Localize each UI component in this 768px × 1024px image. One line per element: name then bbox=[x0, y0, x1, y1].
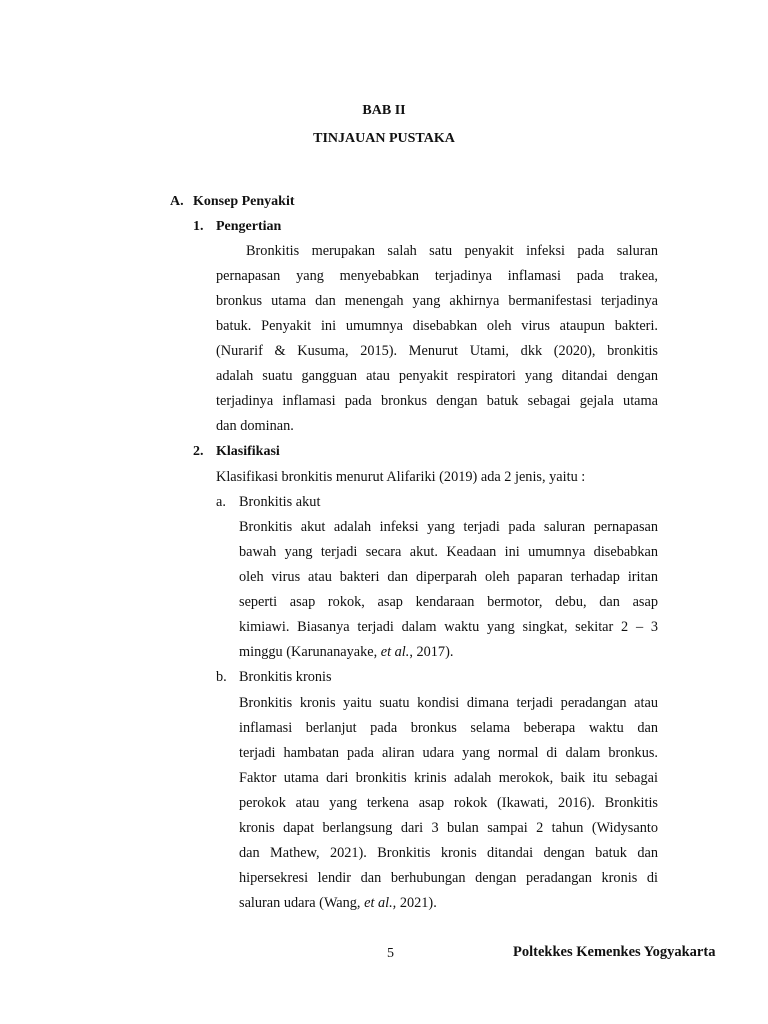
citation-text: saluran udara (Wang, bbox=[239, 895, 365, 911]
page-number: 5 bbox=[387, 946, 394, 961]
citation-et-al: et al. bbox=[380, 644, 410, 660]
citation-year: 2021). bbox=[396, 895, 437, 911]
paragraph-line: Bronkitis merupakan salah satu penyakit infeksi pada saluran bbox=[246, 243, 658, 259]
paragraph-line: pernapasan yang menyebabkan terjadinya inflamasi pada trakea, bbox=[216, 268, 658, 284]
footer-institution: Poltekkes Kemenkes Yogyakarta bbox=[513, 944, 716, 960]
paragraph-line: (Nurarif & Kusuma, 2015). Menurut Utami, dkk (2020), bronkitis bbox=[216, 343, 658, 359]
sub1-title: Pengertian bbox=[216, 219, 282, 234]
paragraph-line: Bronkitis akut adalah infeksi yang terjadi pada saluran pernapasan bbox=[239, 519, 658, 535]
paragraph-line bbox=[239, 642, 453, 662]
paragraph-line: Faktor utama dari bronkitis krinis adalah merokok, baik itu sebagai bbox=[239, 770, 658, 786]
paragraph-line bbox=[239, 893, 437, 913]
citation-et-al: et al., bbox=[364, 895, 397, 911]
paragraph-line: adalah suatu gangguan atau penyakit respiratori yang ditandai dengan bbox=[216, 368, 658, 384]
paragraph-line: terjadi hambatan pada aliran udara yang normal di dalam bronkus. bbox=[239, 745, 658, 761]
sub1-marker: 1. bbox=[193, 219, 204, 234]
paragraph-line: bronkus utama dan menengah yang akhirnya bermanifestasi terjadinya bbox=[216, 293, 658, 309]
sub2-intro: Klasifikasi bronkitis menurut Alifariki (2019) ada 2 jenis, yaitu : bbox=[216, 469, 586, 485]
paragraph-line: terjadinya inflamasi pada bronkus dengan batuk sebagai gejala utama bbox=[216, 393, 658, 409]
item-b-marker: b. bbox=[216, 669, 227, 685]
item-a-marker: a. bbox=[216, 494, 226, 510]
paragraph-line: hipersekresi lendir dan berhubungan dengan peradangan kronis di bbox=[239, 870, 658, 886]
chapter-label: BAB II bbox=[362, 103, 406, 118]
chapter-title: TINJAUAN PUSTAKA bbox=[313, 131, 455, 146]
paragraph-line: seperti asap rokok, asap kendaraan bermotor, debu, dan asap bbox=[239, 594, 658, 610]
paragraph-line: dan Mathew, 2021). Bronkitis kronis ditandai dengan batuk dan bbox=[239, 845, 658, 861]
paragraph-line: perokok atau yang terkena asap rokok (Ikawati, 2016). Bronkitis bbox=[239, 795, 658, 811]
citation-year: , 2017). bbox=[409, 644, 454, 660]
section-a-title: Konsep Penyakit bbox=[193, 194, 295, 209]
paragraph-line: batuk. Penyakit ini umumnya disebabkan oleh virus ataupun bakteri. bbox=[216, 318, 658, 334]
sub2-marker: 2. bbox=[193, 444, 204, 459]
paragraph-line: dan dominan. bbox=[216, 418, 294, 434]
item-a-title: Bronkitis akut bbox=[239, 494, 321, 510]
paragraph-line: bawah yang terjadi secara akut. Keadaan ini umumnya disebabkan bbox=[239, 544, 658, 560]
sub2-title: Klasifikasi bbox=[216, 444, 280, 459]
paragraph-line: kronis dapat berlangsung dari 3 bulan sampai 2 tahun (Widysanto bbox=[239, 820, 658, 836]
citation-text: minggu (Karunanayake, bbox=[239, 644, 381, 660]
paragraph-line: kimiawi. Biasanya terjadi dalam waktu yang singkat, sekitar 2 – 3 bbox=[239, 619, 658, 635]
paragraph-line: inflamasi berlanjut pada bronkus selama beberapa waktu dan bbox=[239, 720, 658, 736]
paragraph-line: oleh virus atau bakteri dan diperparah oleh paparan terhadap iritan bbox=[239, 569, 658, 585]
paragraph-line: Bronkitis kronis yaitu suatu kondisi dimana terjadi peradangan atau bbox=[239, 695, 658, 711]
item-b-title: Bronkitis kronis bbox=[239, 669, 332, 685]
section-a-marker: A. bbox=[170, 194, 184, 209]
